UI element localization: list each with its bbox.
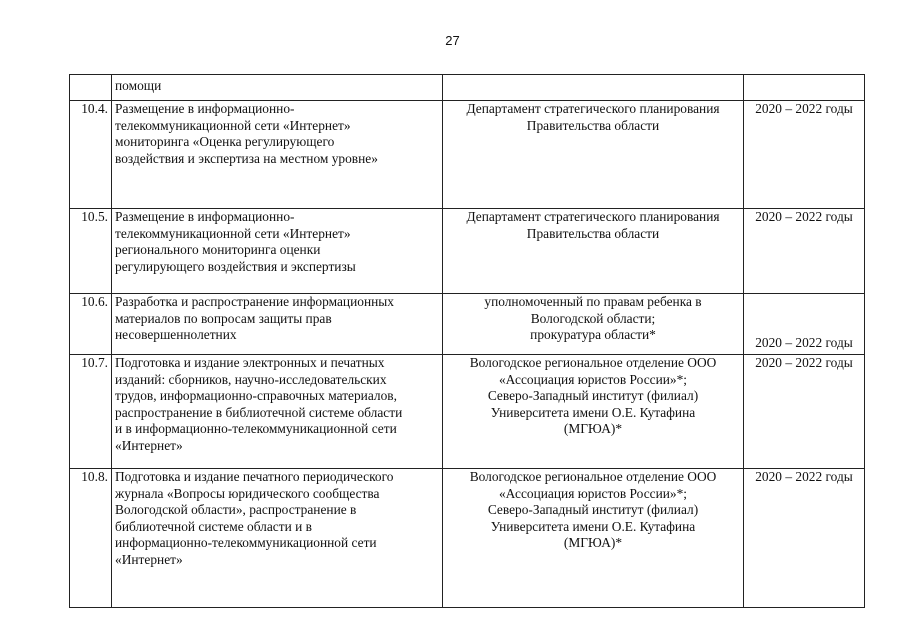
table-row-continuation <box>70 75 865 101</box>
executor-cell <box>443 209 744 294</box>
text-line: трудов, информационно-справочных материалов, <box>115 388 397 403</box>
text-line: Вологодской области», распространение в <box>115 502 357 517</box>
term-cell <box>744 75 865 101</box>
term-cell: 2020 – 2022 годы <box>744 294 865 355</box>
executor-line: Вологодское региональное отделение ООО <box>469 355 717 370</box>
measure-description <box>112 209 443 294</box>
executor-line: Департамент стратегического планирования <box>466 209 720 224</box>
executor-line: Вологодской области; <box>530 310 656 326</box>
text-line: мониторинга «Оценка регулирующего <box>115 134 335 149</box>
executor-cell <box>443 355 744 469</box>
executor-line: Университета имени О.Е. Кутафина <box>490 518 696 534</box>
executor-line: Департамент стратегического планирования <box>466 101 720 116</box>
executor-line: Университета имени О.Е. Кутафина <box>490 404 696 420</box>
row-number: 10.8. <box>70 469 112 608</box>
text-line: распространение в библиотечной системе области <box>115 404 403 420</box>
text-line: и в информационно-телекоммуникационной сети <box>115 421 397 436</box>
executor-line: Правительства области <box>526 117 660 133</box>
text-line: Подготовка и издание печатного периодического <box>115 469 394 484</box>
row-number: 10.7. <box>70 355 112 469</box>
table-row <box>70 209 865 294</box>
text-line: Разработка и распространение информационных <box>115 294 394 309</box>
executor-cell <box>443 75 744 101</box>
executor-cell <box>443 101 744 209</box>
measures-table <box>69 74 865 608</box>
text-line: Размещение в информационно- <box>115 209 295 224</box>
table-row <box>70 294 865 355</box>
measure-description <box>112 294 443 355</box>
table-row <box>70 469 865 608</box>
text-line: регионального мониторинга оценки <box>115 242 321 257</box>
text-line: «Интернет» <box>115 437 183 453</box>
text-line: Подготовка и издание электронных и печатных <box>115 355 385 370</box>
text-line: Размещение в информационно- <box>115 101 295 116</box>
measure-description <box>112 101 443 209</box>
text-line: телекоммуникационной сети «Интернет» <box>115 225 351 241</box>
measure-description <box>112 75 443 101</box>
executor-line: «Ассоциация юристов России»*; <box>498 485 688 501</box>
measure-description <box>112 355 443 469</box>
executor-cell <box>443 469 744 608</box>
text-line: «Интернет» <box>115 551 183 567</box>
term-cell: 2020 – 2022 годы <box>744 101 865 209</box>
text-line: библиотечной системе области и в <box>115 518 312 534</box>
term-cell: 2020 – 2022 годы <box>744 469 865 608</box>
executor-line: Правительства области <box>526 225 660 241</box>
executor-line: Вологодское региональное отделение ООО <box>469 469 717 484</box>
text-line: материалов по вопросам защиты прав <box>115 310 332 326</box>
row-number <box>70 75 112 101</box>
executor-line: уполномоченный по правам ребенка в <box>484 294 702 309</box>
table-row <box>70 355 865 469</box>
row-number: 10.4. <box>70 101 112 209</box>
row-number: 10.5. <box>70 209 112 294</box>
text-line: несовершеннолетних <box>115 327 237 342</box>
text-line: воздействия и экспертиза на местном уровне» <box>115 150 378 166</box>
measure-description <box>112 469 443 608</box>
table-row <box>70 101 865 209</box>
text-line: журнала «Вопросы юридического сообщества <box>115 485 380 501</box>
executor-line: (МГЮА)* <box>563 421 623 436</box>
row-number: 10.6. <box>70 294 112 355</box>
text-line: информационно-телекоммуникационной сети <box>115 535 377 550</box>
term-cell: 2020 – 2022 годы <box>744 209 865 294</box>
executor-line: Северо-Западный институт (филиал) <box>487 388 699 403</box>
text-line: регулирующего воздействия и экспертизы <box>115 258 356 274</box>
text-line: изданий: сборников, научно-исследовательских <box>115 371 387 387</box>
page-number: 27 <box>445 33 460 48</box>
executor-line: прокуратура области* <box>530 327 656 342</box>
text-line: помощи <box>115 78 162 93</box>
executor-line: «Ассоциация юристов России»*; <box>498 371 688 387</box>
executor-line: (МГЮА)* <box>563 535 623 550</box>
term-cell: 2020 – 2022 годы <box>744 355 865 469</box>
executor-line: Северо-Западный институт (филиал) <box>487 502 699 517</box>
text-line: телекоммуникационной сети «Интернет» <box>115 117 351 133</box>
executor-cell <box>443 294 744 355</box>
